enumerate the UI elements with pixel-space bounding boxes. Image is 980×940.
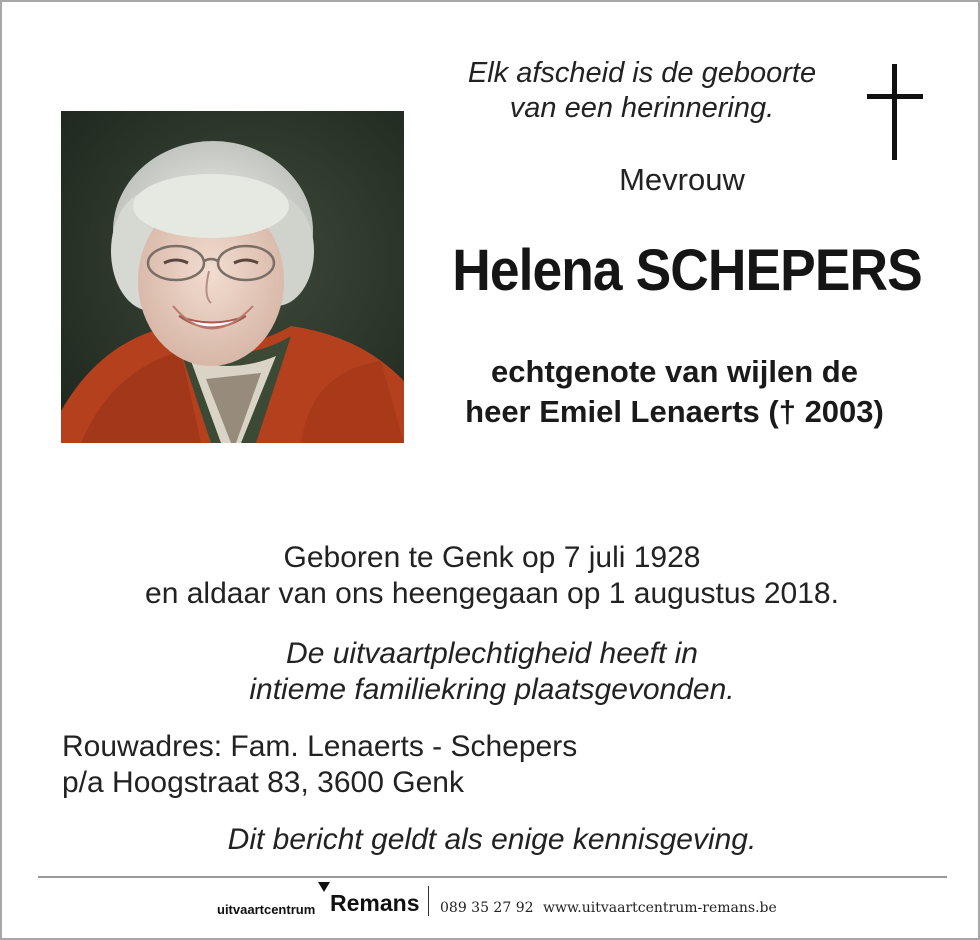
cross-icon [864, 62, 926, 162]
title-mevrouw: Mevrouw [619, 162, 745, 197]
brand-triangle-icon [318, 882, 330, 892]
death-line: en aldaar van ons heengegaan op 1 augustus 2018. [145, 577, 839, 610]
life-dates [62, 540, 922, 612]
mourning-address [62, 729, 762, 801]
funeral-line-1: De uitvaartplechtigheid heeft in [286, 637, 698, 670]
brand-prefix: uitvaartcentrum [217, 902, 316, 917]
spouse-line-1: echtgenote van wijlen de [491, 354, 858, 389]
address-line-2: p/a Hoogstraat 83, 3600 Genk [62, 766, 464, 799]
spouse-line-2: heer Emiel Lenaerts († 2003) [465, 394, 884, 429]
phone-number: 089 35 27 92 [440, 900, 534, 916]
deceased-name: Helena SCHEPERS [452, 238, 922, 303]
portrait-photo [61, 111, 404, 443]
address-line-1: Rouwadres: Fam. Lenaerts - Schepers [62, 730, 578, 763]
funeral-info [62, 636, 922, 708]
funeral-home-footer [2, 880, 980, 936]
footer-divider [38, 876, 947, 878]
brand-name: Remans [330, 890, 420, 916]
notice-text: Dit bericht geldt als enige kennisgeving. [227, 823, 757, 856]
spouse-info [402, 352, 947, 432]
quote-line-1: Elk afscheid is de geboorte [467, 57, 817, 89]
footer-separator [428, 886, 429, 916]
funeral-line-2: intieme familiekring plaatsgevonden. [249, 673, 735, 706]
quote-line-2: van een herinnering. [509, 92, 775, 124]
birth-line: Geboren te Genk op 7 juli 1928 [283, 541, 701, 574]
website-link[interactable]: www.uitvaartcentrum-remans.be [543, 900, 777, 916]
memorial-quote [422, 56, 862, 126]
